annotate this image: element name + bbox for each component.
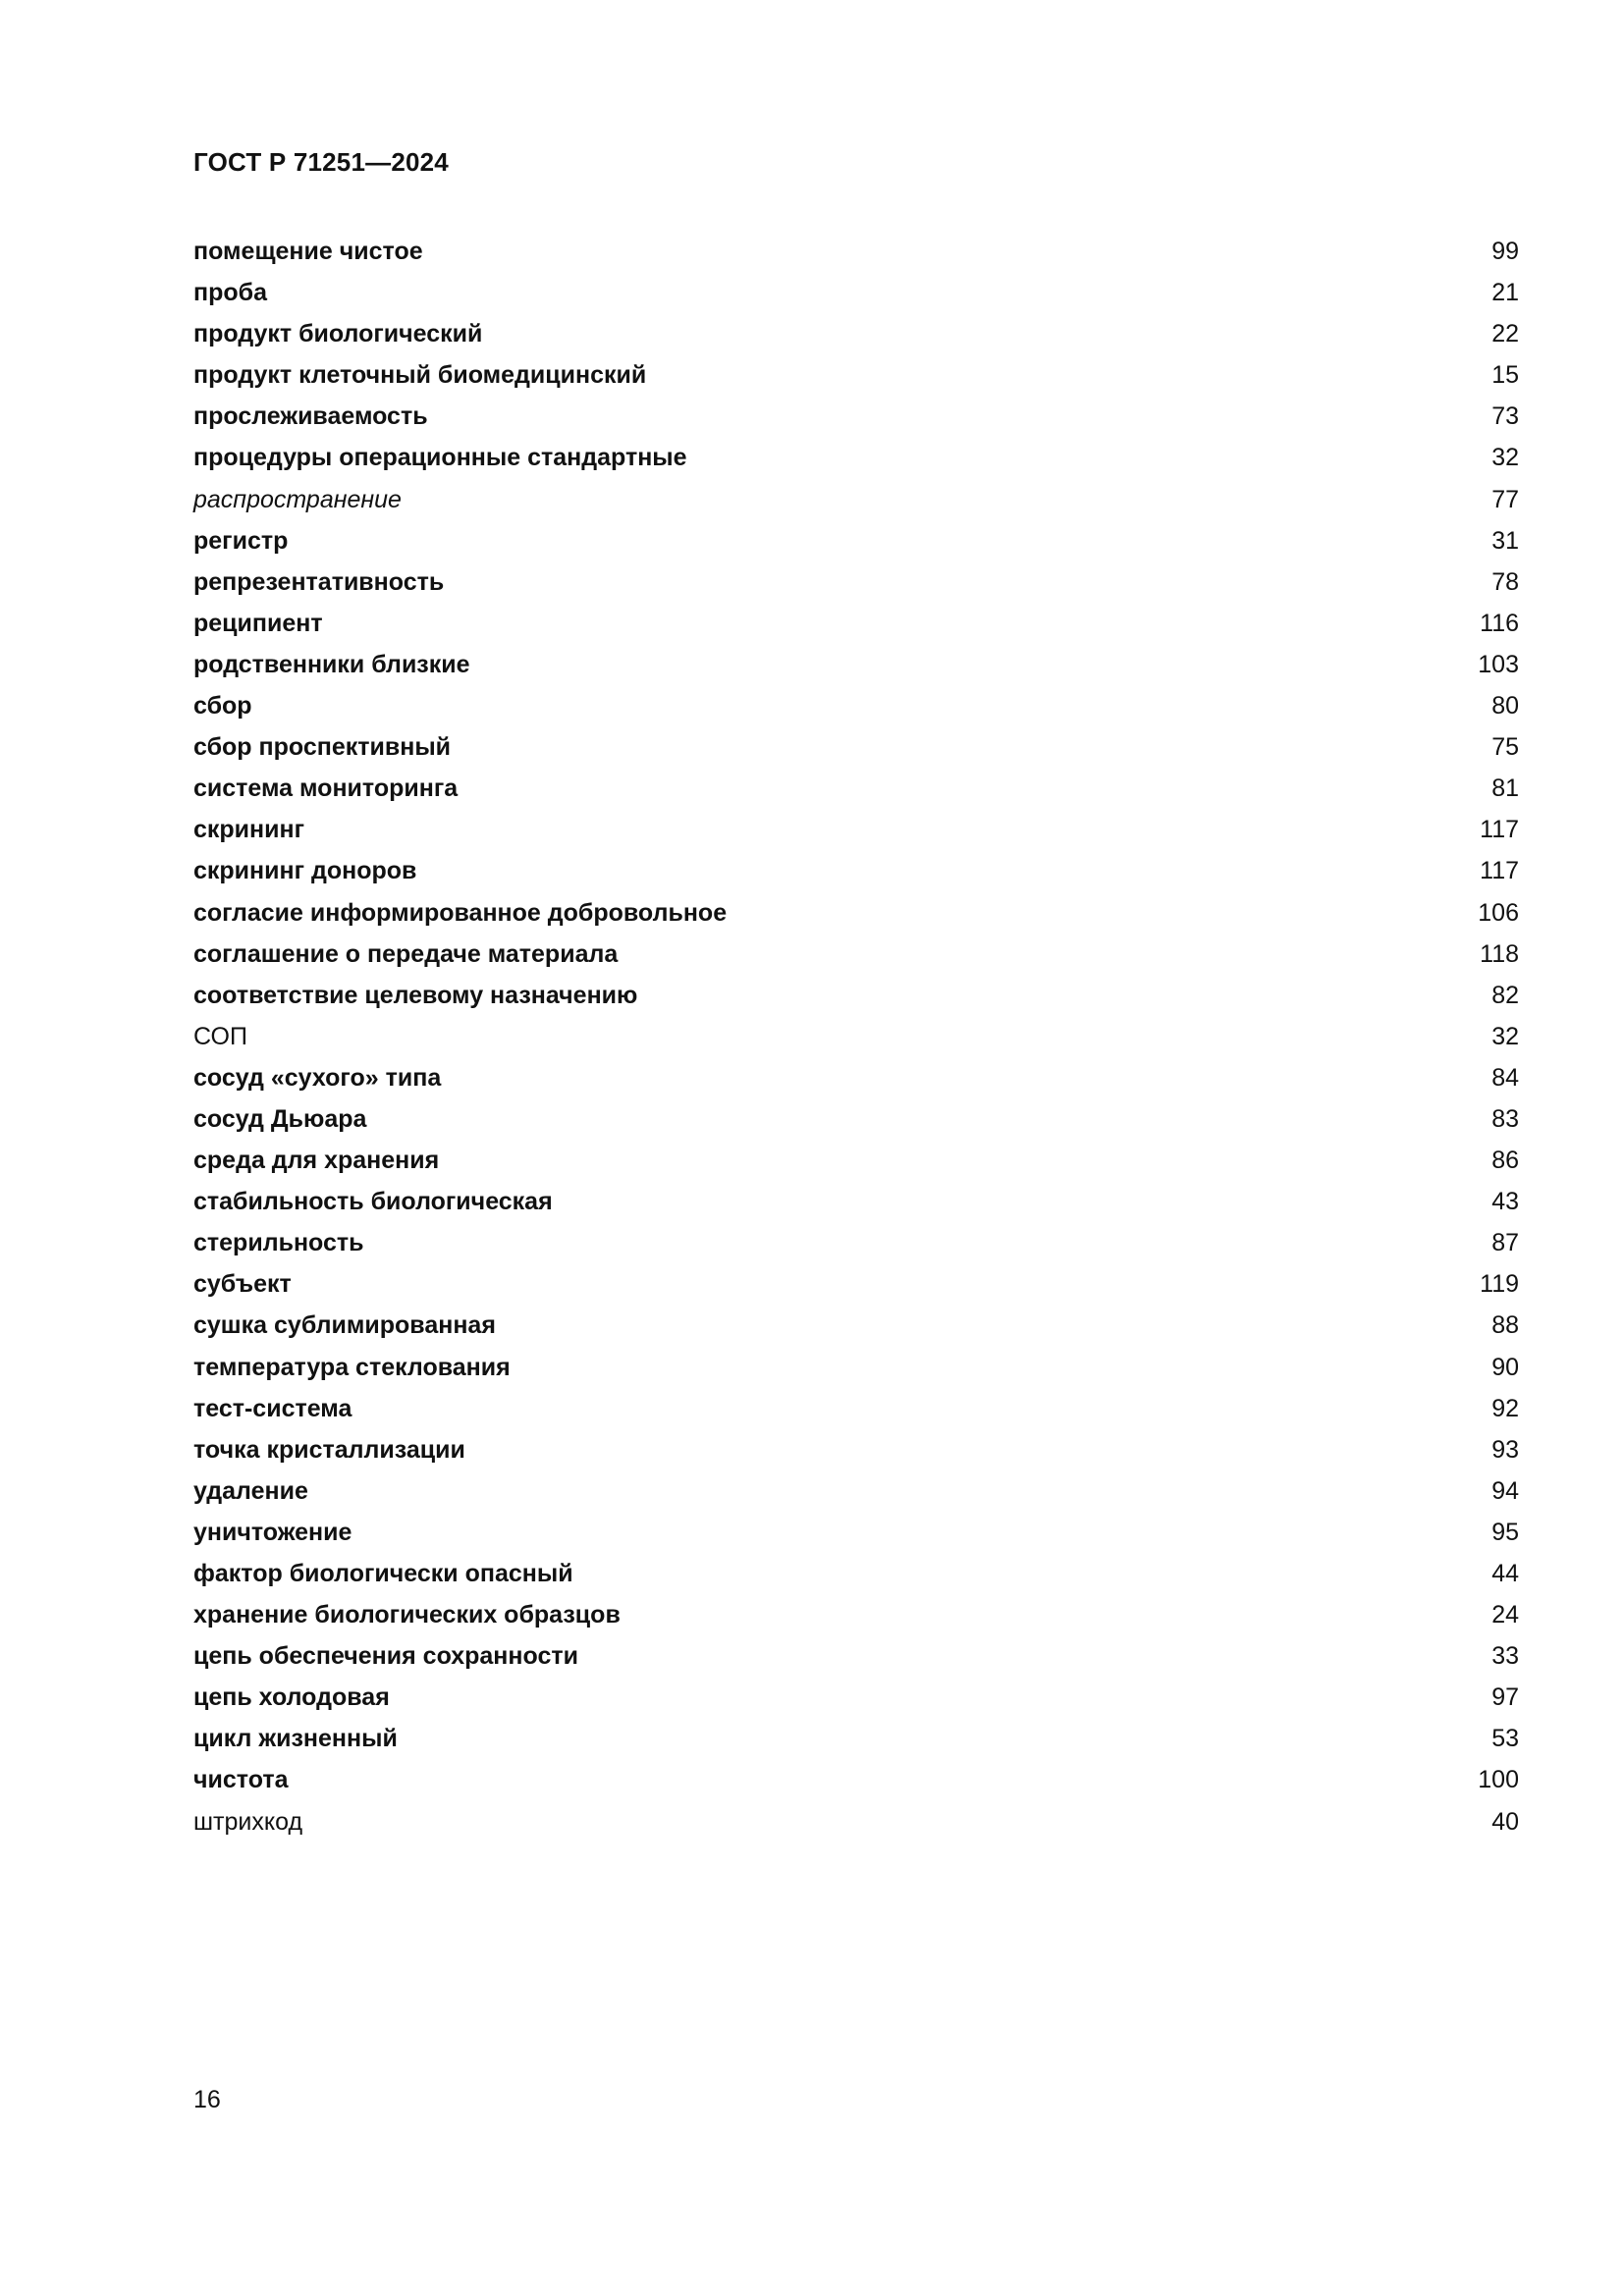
index-term: репрезентативность [193,567,445,596]
index-entry [193,816,1519,857]
index-entry [193,940,1519,982]
index-entry [193,1270,1519,1311]
index-entry [193,1560,1519,1601]
index-page-ref: 94 [1491,1476,1519,1505]
index-term: скрининг доноров [193,857,417,885]
index-entry [193,774,1519,816]
index-term: фактор биологически опасный [193,1560,573,1587]
index-term: точка кристаллизации [193,1435,465,1464]
index-term: распространение [193,485,402,513]
index-page-ref: 90 [1491,1353,1519,1381]
index-term: температура стеклования [193,1353,511,1381]
index-term: реципиент [193,609,323,637]
index-page-ref: 93 [1491,1435,1519,1464]
index-entry [193,1311,1519,1353]
index-entry [193,238,1519,279]
index-term: цикл жизненный [193,1725,398,1753]
index-page-ref: 21 [1491,279,1519,307]
index-term: стерильность [193,1229,364,1257]
index-term: СОП [193,1022,247,1050]
index-term: родственники близкие [193,650,470,678]
index-term: скрининг [193,816,305,844]
index-term: соответствие целевому назначению [193,981,638,1009]
index-term: проба [193,279,267,307]
index-entry [193,982,1519,1023]
index-term: сушка сублимированная [193,1311,496,1340]
index-entry [193,733,1519,774]
index-page-ref: 73 [1491,402,1519,431]
index-page-ref: 99 [1491,238,1519,265]
index-term: регистр [193,526,289,555]
index-entry [193,1188,1519,1229]
index-term: удаление [193,1476,308,1505]
index-term: прослеживаемость [193,402,428,431]
index-page-ref: 97 [1491,1683,1519,1712]
index-page-ref: 80 [1491,692,1519,721]
index-page-ref: 103 [1478,650,1519,678]
index-term: продукт клеточный биомедицинский [193,361,647,390]
index-entry [193,1601,1519,1642]
index-entry [193,1064,1519,1105]
index-term: чистота [193,1766,289,1794]
index-term: субъект [193,1270,292,1299]
index-page-ref: 53 [1491,1725,1519,1753]
index-page-ref: 22 [1491,320,1519,348]
index-entry [193,568,1519,610]
index-entry [193,1354,1519,1395]
index-entry [193,692,1519,733]
index-page-ref: 78 [1491,567,1519,596]
index-page-ref: 44 [1491,1560,1519,1587]
index-page-ref: 15 [1491,361,1519,390]
index-page-ref: 106 [1478,898,1519,927]
index-entry [193,527,1519,568]
index-term: уничтожение [193,1518,352,1546]
index-page-ref: 31 [1491,526,1519,555]
index-term: штрихкод [193,1807,303,1836]
index-term: продукт биологический [193,320,483,348]
index-page-ref: 117 [1480,857,1519,885]
index-term: сбор [193,692,252,721]
index-entry [193,651,1519,692]
index-page-ref: 118 [1480,939,1519,968]
index-page-ref: 32 [1491,1022,1519,1050]
index-page-ref: 81 [1491,774,1519,803]
index-page-ref: 92 [1491,1394,1519,1422]
index-entry [193,1395,1519,1436]
index-entry [193,279,1519,320]
index-page-ref: 95 [1491,1518,1519,1546]
index-term: процедуры операционные стандартные [193,444,687,472]
index-entry [193,1766,1519,1807]
index-page-ref: 119 [1480,1270,1519,1299]
index-term: сосуд Дьюара [193,1104,367,1133]
index-entry [193,1519,1519,1560]
index-entry [193,1683,1519,1725]
index-entry [193,1105,1519,1147]
index-entry [193,1147,1519,1188]
index-entry [193,1477,1519,1519]
index-page-ref: 32 [1491,444,1519,472]
index-page-ref: 83 [1491,1104,1519,1133]
index-term: цепь холодовая [193,1683,390,1712]
index-page-ref: 82 [1491,981,1519,1009]
index-term: хранение биологических образцов [193,1601,621,1629]
index-page-ref: 116 [1480,609,1519,637]
index-page-ref: 100 [1478,1766,1519,1794]
index-page-ref: 86 [1491,1147,1519,1175]
index-term: среда для хранения [193,1147,440,1175]
index-page-ref: 77 [1491,485,1519,513]
index-term: сосуд «сухого» типа [193,1063,442,1092]
index-entry [193,320,1519,361]
index-page-ref: 87 [1491,1229,1519,1257]
index-page-ref: 33 [1491,1642,1519,1671]
index-entry [193,610,1519,651]
alphabetical-index [193,238,1519,1849]
document-header: ГОСТ Р 71251—2024 [193,147,449,177]
index-entry [193,857,1519,898]
index-page-ref: 84 [1491,1063,1519,1092]
index-page-ref: 43 [1491,1188,1519,1216]
index-term: согласие информированное добровольное [193,898,728,927]
index-term: цепь обеспечения сохранности [193,1642,578,1671]
index-term: помещение чистое [193,238,423,265]
index-page-ref: 117 [1480,816,1519,844]
index-entry [193,486,1519,527]
index-term: тест-система [193,1394,352,1422]
index-entry [193,1642,1519,1683]
index-term: соглашение о передаче материала [193,939,619,968]
index-entry [193,444,1519,485]
index-entry [193,1229,1519,1270]
page-number: 16 [193,2086,221,2113]
index-page-ref: 75 [1491,733,1519,762]
index-page-ref: 24 [1491,1601,1519,1629]
index-term: сбор проспективный [193,733,452,762]
index-entry [193,402,1519,444]
index-page-ref: 88 [1491,1311,1519,1340]
index-page-ref: 40 [1491,1807,1519,1836]
index-entry [193,899,1519,940]
index-term: система мониторинга [193,774,459,803]
index-entry [193,1023,1519,1064]
index-entry [193,1725,1519,1766]
index-entry [193,361,1519,402]
index-entry [193,1436,1519,1477]
index-entry [193,1808,1519,1849]
index-term: стабильность биологическая [193,1188,553,1216]
